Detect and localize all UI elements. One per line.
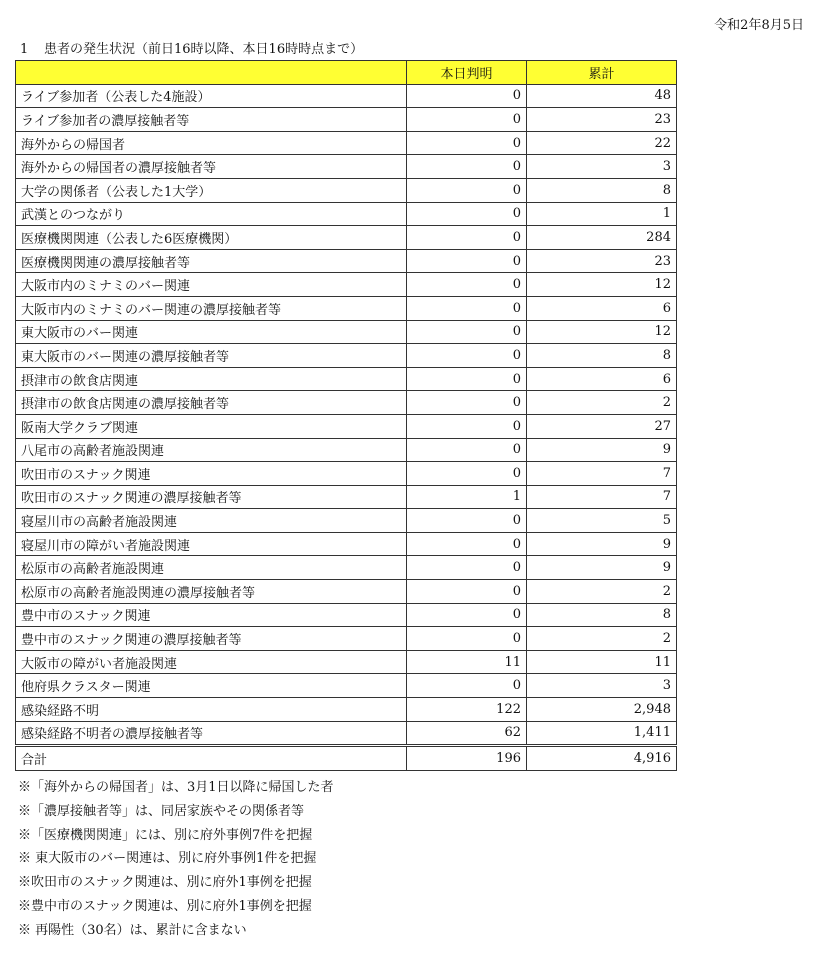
section-title: 患者の発生状況（前日16時以降、本日16時時点まで） (44, 42, 364, 57)
row-category: 摂津市の飲食店関連の濃厚接触者等 (16, 391, 407, 415)
total-label: 合計 (16, 746, 407, 771)
table-row (16, 273, 677, 297)
table-row (16, 226, 677, 250)
table-row (16, 391, 677, 415)
row-today-count: 0 (407, 84, 527, 108)
row-today-count: 0 (407, 273, 527, 297)
table-row (16, 202, 677, 226)
row-cumulative-count: 1,411 (527, 721, 677, 746)
table-row (16, 580, 677, 604)
table-row (16, 84, 677, 108)
row-category: 阪南大学クラブ関連 (16, 414, 407, 438)
row-cumulative-count: 48 (527, 84, 677, 108)
row-today-count: 0 (407, 580, 527, 604)
table-row (16, 108, 677, 132)
table-row (16, 344, 677, 368)
note-item: ※豊中市のスナック関連は、別に府外1事例を把握 (18, 898, 312, 914)
row-today-count: 62 (407, 721, 527, 746)
row-cumulative-count: 7 (527, 485, 677, 509)
row-today-count: 122 (407, 698, 527, 722)
row-today-count: 0 (407, 414, 527, 438)
row-category: 感染経路不明 (16, 698, 407, 722)
row-cumulative-count: 1 (527, 202, 677, 226)
notes-list (18, 776, 334, 943)
total-row (16, 746, 677, 771)
row-category: 豊中市のスナック関連の濃厚接触者等 (16, 627, 407, 651)
row-today-count: 0 (407, 391, 527, 415)
row-category: 吹田市のスナック関連 (16, 462, 407, 486)
row-category: 八尾市の高齢者施設関連 (16, 438, 407, 462)
row-cumulative-count: 8 (527, 603, 677, 627)
header-today: 本日判明 (407, 61, 527, 85)
note-item: ※ 再陽性（30名）は、累計に含まない (18, 922, 247, 938)
table-row (16, 367, 677, 391)
note-item: ※「濃厚接触者等」は、同居家族やその関係者等 (18, 803, 305, 819)
table-header-row (16, 61, 677, 85)
row-today-count: 0 (407, 509, 527, 533)
section-number: 1 (20, 42, 29, 57)
row-today-count: 0 (407, 532, 527, 556)
row-category: 海外からの帰国者の濃厚接触者等 (16, 155, 407, 179)
header-category (16, 61, 407, 85)
table-row (16, 131, 677, 155)
table-row (16, 556, 677, 580)
row-category: 東大阪市のバー関連の濃厚接触者等 (16, 344, 407, 368)
row-cumulative-count: 8 (527, 344, 677, 368)
row-category: ライブ参加者の濃厚接触者等 (16, 108, 407, 132)
row-category: 大阪市の障がい者施設関連 (16, 650, 407, 674)
row-cumulative-count: 6 (527, 367, 677, 391)
note-item: ※ 東大阪市のバー関連は、別に府外事例1件を把握 (18, 851, 317, 867)
row-category: 大学の関係者（公表した1大学） (16, 178, 407, 202)
row-category: 寝屋川市の障がい者施設関連 (16, 532, 407, 556)
row-today-count: 0 (407, 108, 527, 132)
row-category: 豊中市のスナック関連 (16, 603, 407, 627)
total-today: 196 (407, 746, 527, 771)
row-today-count: 0 (407, 603, 527, 627)
header-cumulative: 累計 (527, 61, 677, 85)
table-row (16, 155, 677, 179)
row-today-count: 0 (407, 202, 527, 226)
row-cumulative-count: 27 (527, 414, 677, 438)
table-row (16, 650, 677, 674)
patient-status-table (15, 60, 677, 771)
table-row (16, 485, 677, 509)
row-today-count: 0 (407, 556, 527, 580)
row-category: ライブ参加者（公表した4施設） (16, 84, 407, 108)
row-category: 摂津市の飲食店関連 (16, 367, 407, 391)
row-cumulative-count: 2 (527, 391, 677, 415)
row-today-count: 0 (407, 627, 527, 651)
row-category: 松原市の高齢者施設関連の濃厚接触者等 (16, 580, 407, 604)
note-item: ※吹田市のスナック関連は、別に府外1事例を把握 (18, 875, 312, 891)
row-cumulative-count: 6 (527, 296, 677, 320)
report-date: 令和2年8月5日 (714, 18, 804, 33)
row-cumulative-count: 12 (527, 273, 677, 297)
note-item: ※「海外からの帰国者」は、3月1日以降に帰国した者 (18, 780, 334, 795)
row-today-count: 0 (407, 438, 527, 462)
row-category: 武漢とのつながり (16, 202, 407, 226)
row-cumulative-count: 8 (527, 178, 677, 202)
row-category: 感染経路不明者の濃厚接触者等 (16, 721, 407, 746)
section-heading (20, 38, 363, 57)
row-today-count: 0 (407, 249, 527, 273)
row-cumulative-count: 284 (527, 226, 677, 250)
row-category: 大阪市内のミナミのバー関連の濃厚接触者等 (16, 296, 407, 320)
row-cumulative-count: 2 (527, 627, 677, 651)
row-category: 吹田市のスナック関連の濃厚接触者等 (16, 485, 407, 509)
table-body (16, 84, 677, 746)
table-row (16, 320, 677, 344)
row-today-count: 0 (407, 674, 527, 698)
total-cumulative: 4,916 (527, 746, 677, 771)
table-row (16, 296, 677, 320)
row-today-count: 0 (407, 344, 527, 368)
row-category: 寝屋川市の高齢者施設関連 (16, 509, 407, 533)
row-cumulative-count: 22 (527, 131, 677, 155)
row-today-count: 0 (407, 155, 527, 179)
row-cumulative-count: 23 (527, 249, 677, 273)
table-row (16, 698, 677, 722)
row-today-count: 0 (407, 462, 527, 486)
row-cumulative-count: 5 (527, 509, 677, 533)
row-today-count: 0 (407, 131, 527, 155)
row-category: 医療機関関連（公表した6医療機関） (16, 226, 407, 250)
table-row (16, 462, 677, 486)
table-row (16, 414, 677, 438)
row-category: 松原市の高齢者施設関連 (16, 556, 407, 580)
row-cumulative-count: 12 (527, 320, 677, 344)
row-today-count: 0 (407, 226, 527, 250)
row-cumulative-count: 3 (527, 155, 677, 179)
row-cumulative-count: 9 (527, 556, 677, 580)
row-category: 大阪市内のミナミのバー関連 (16, 273, 407, 297)
row-cumulative-count: 3 (527, 674, 677, 698)
note-item: ※「医療機関関連」には、別に府外事例7件を把握 (18, 827, 313, 843)
table-row (16, 249, 677, 273)
row-today-count: 0 (407, 296, 527, 320)
row-today-count: 0 (407, 367, 527, 391)
row-cumulative-count: 11 (527, 650, 677, 674)
table-row (16, 627, 677, 651)
row-cumulative-count: 23 (527, 108, 677, 132)
table-row (16, 674, 677, 698)
row-cumulative-count: 9 (527, 532, 677, 556)
row-category: 他府県クラスター関連 (16, 674, 407, 698)
row-today-count: 0 (407, 178, 527, 202)
table-row (16, 532, 677, 556)
table-row (16, 721, 677, 746)
row-cumulative-count: 2 (527, 580, 677, 604)
table-row (16, 178, 677, 202)
row-today-count: 11 (407, 650, 527, 674)
row-category: 医療機関関連の濃厚接触者等 (16, 249, 407, 273)
row-category: 海外からの帰国者 (16, 131, 407, 155)
table-row (16, 509, 677, 533)
row-today-count: 1 (407, 485, 527, 509)
table-row (16, 438, 677, 462)
row-cumulative-count: 9 (527, 438, 677, 462)
table-row (16, 603, 677, 627)
row-category: 東大阪市のバー関連 (16, 320, 407, 344)
row-cumulative-count: 2,948 (527, 698, 677, 722)
row-cumulative-count: 7 (527, 462, 677, 486)
row-today-count: 0 (407, 320, 527, 344)
